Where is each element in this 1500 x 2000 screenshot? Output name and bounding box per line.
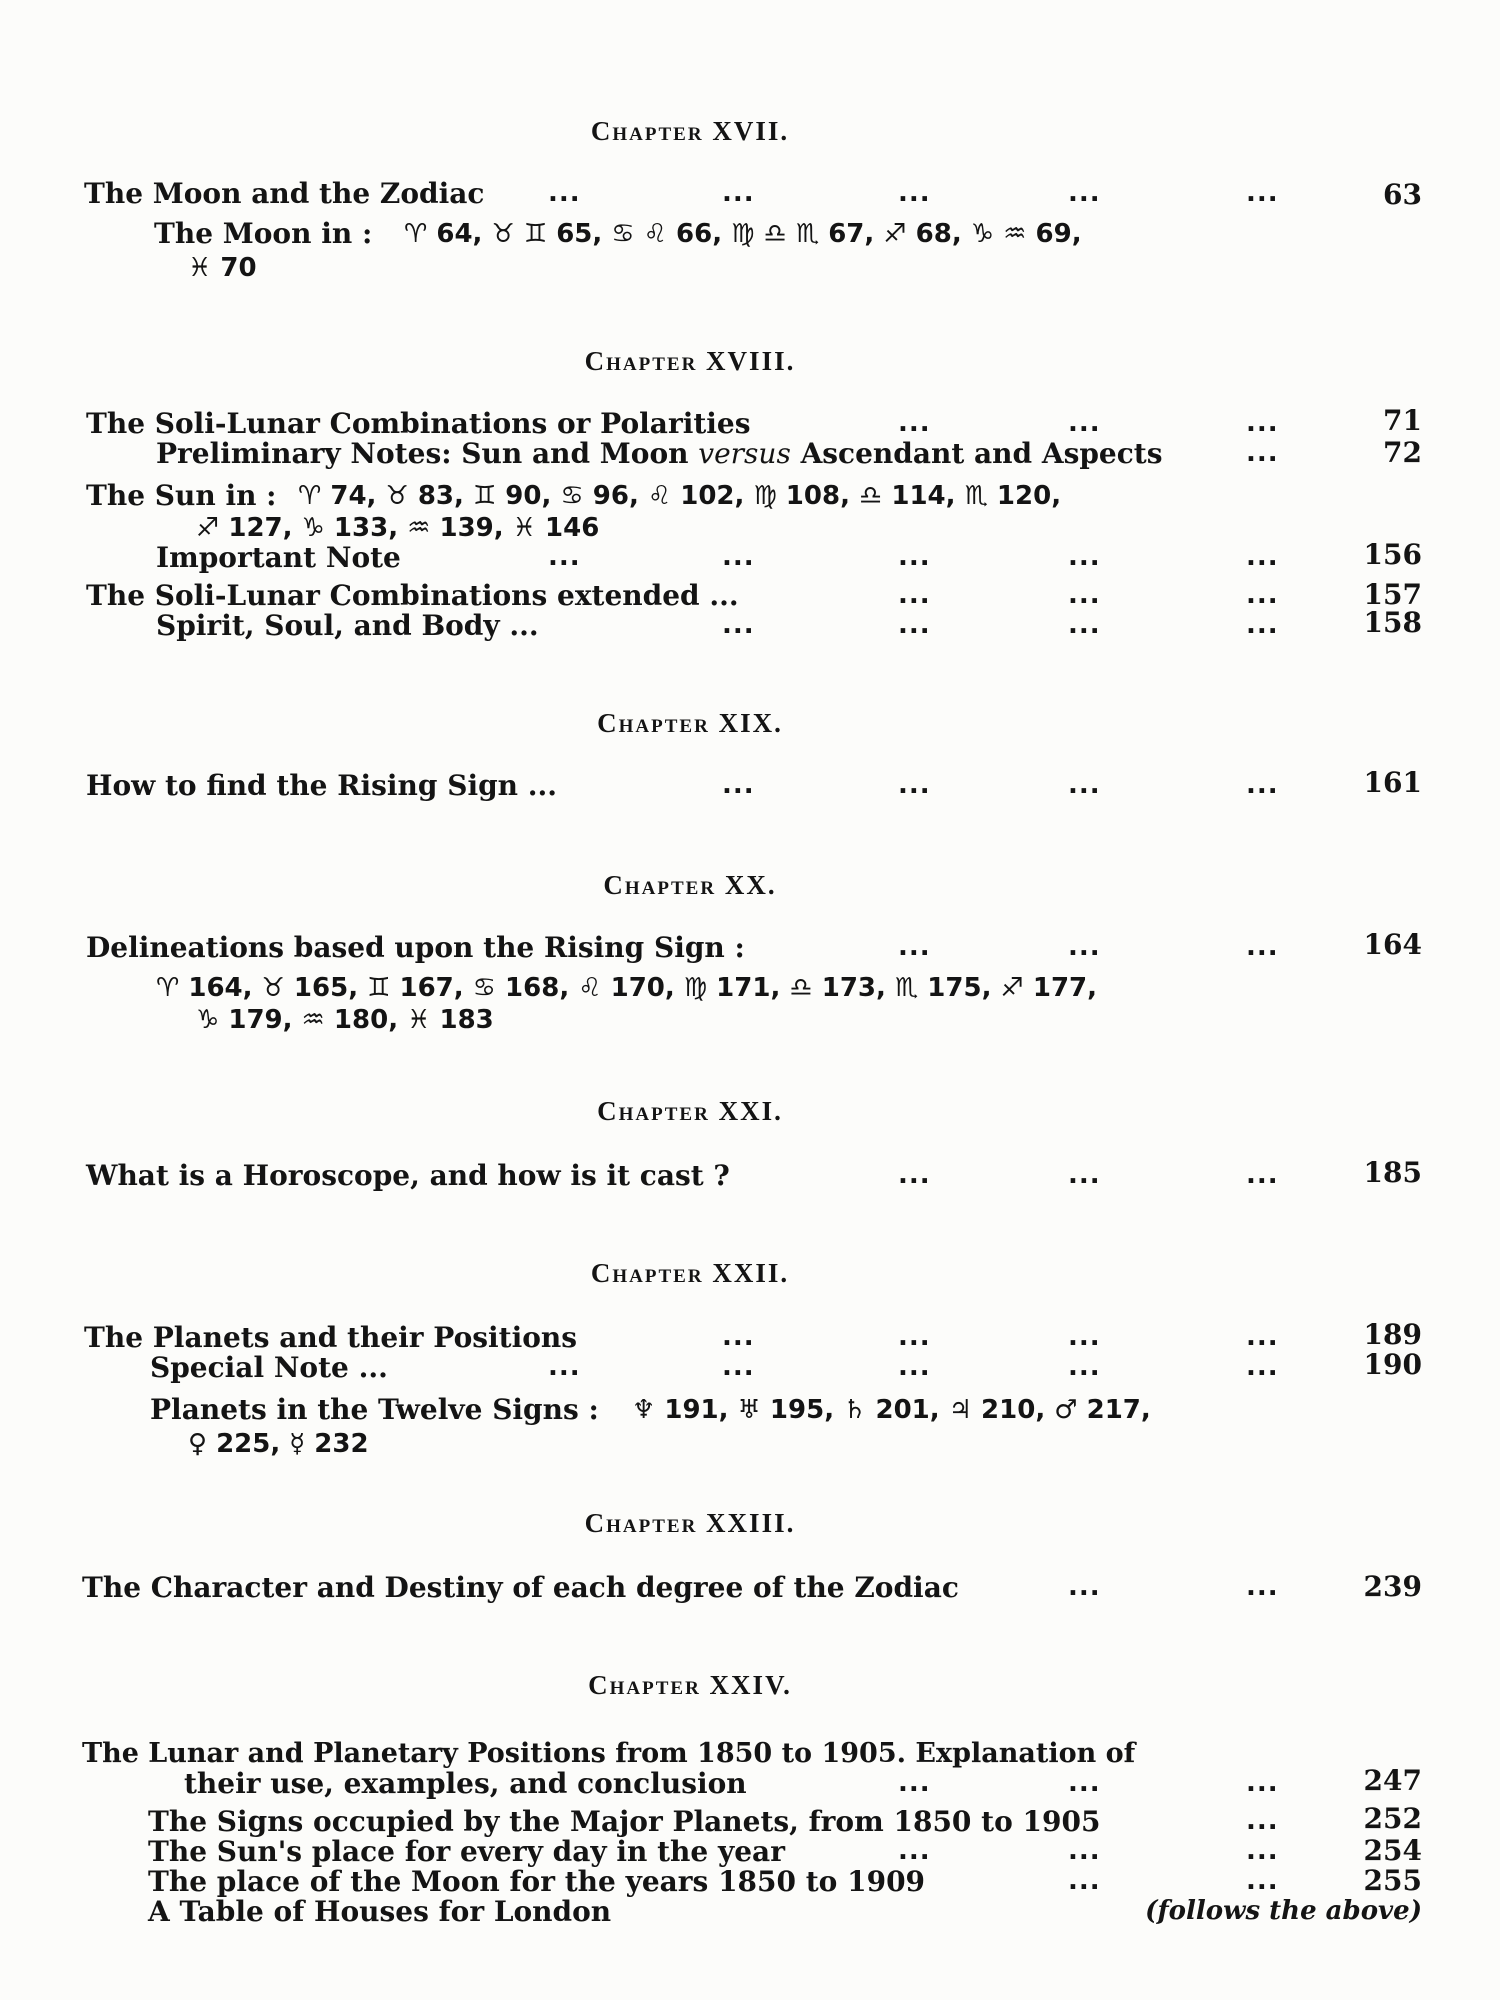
toc-spirit-soul-body: Spirit, Soul, and Body ... [156,609,539,642]
toc-character-destiny: The Character and Destiny of each degree of the Zodiac [82,1571,959,1604]
chapter-xviii-heading: Chapter XVIII. [584,346,796,376]
toc-sun-in-label: The Sun in : [86,479,277,512]
chapter-xxiv-heading: Chapter XXIV. [588,1670,792,1700]
page-number: 190 [1363,1348,1422,1381]
leader-dots: ... [1246,1806,1279,1836]
leader-dots: ... [898,178,931,208]
toc-moon-in-signs-cont: ♓ 70 [188,253,257,283]
page-number: 255 [1363,1864,1422,1897]
leader-dots: ... [1068,408,1101,438]
toc-planets-list: ♆ 191, ♅ 195, ♄ 201, ♃ 210, ♂ 217, [632,1395,1151,1425]
toc-lunar-planetary-positions-cont: their use, examples, and conclusion [184,1767,747,1800]
toc-place-of-moon: The place of the Moon for the years 1850 to 1909 [148,1865,926,1898]
leader-dots: ... [1068,1322,1101,1352]
toc-suns-place: The Sun's place for every day in the year [148,1835,785,1868]
page-number: 247 [1363,1764,1422,1797]
toc-important-note: Important Note [156,541,401,574]
leader-dots: ... [1068,932,1101,962]
toc-sun-in-signs: ♈ 74, ♉ 83, ♊ 90, ♋ 96, ♌ 102, ♍ 108, ♎ 114, ♏ 120, [298,481,1062,511]
leader-dots: ... [1246,580,1279,610]
leader-dots: ... [1246,438,1279,468]
page-number: 252 [1363,1802,1422,1835]
leader-dots: ... [898,1160,931,1190]
leader-dots: ... [1068,1866,1101,1896]
toc-moon-in-label: The Moon in : [154,217,373,250]
page-number: 71 [1383,404,1422,437]
chapter-xix-heading: Chapter XIX. [597,708,783,738]
toc-moon-zodiac: The Moon and the Zodiac [84,177,485,210]
leader-dots: ... [1246,1572,1279,1602]
page-number: 63 [1383,178,1422,211]
leader-dots: ... [1246,1352,1279,1382]
leader-dots: ... [898,770,931,800]
leader-dots: ... [1068,542,1101,572]
page-number: 157 [1363,578,1422,611]
leader-dots: ... [1246,1768,1279,1798]
page-number: 72 [1383,436,1422,469]
leader-dots: ... [722,178,755,208]
leader-dots: ... [1246,1866,1279,1896]
leader-dots: ... [898,542,931,572]
toc-planets-positions: The Planets and their Positions [84,1321,578,1354]
toc-rising-sign: How to find the Rising Sign ... [86,769,558,802]
leader-dots: ... [898,1352,931,1382]
toc-preliminary-notes: Preliminary Notes: Sun and Moon versus Ascendant and Aspects [156,437,1163,470]
leader-dots: ... [1068,1572,1101,1602]
leader-dots: ... [1068,1352,1101,1382]
leader-dots: ... [898,580,931,610]
page-number: 158 [1363,606,1422,639]
leader-dots: ... [722,1322,755,1352]
toc-signs-major-planets: The Signs occupied by the Major Planets, from 1850 to 1905 [148,1805,1101,1838]
page-number: 156 [1363,538,1422,571]
leader-dots: ... [722,610,755,640]
page-number: 189 [1363,1318,1422,1351]
chapter-xvii-heading: Chapter XVII. [590,116,790,146]
leader-dots: ... [548,542,581,572]
leader-dots: ... [722,770,755,800]
page-number: 164 [1363,928,1422,961]
chapter-xxiii-heading: Chapter XXIII. [584,1508,796,1538]
leader-dots: ... [1246,1836,1279,1866]
leader-dots: ... [898,610,931,640]
leader-dots: ... [1246,178,1279,208]
leader-dots: ... [898,1768,931,1798]
leader-dots: ... [1068,610,1101,640]
toc-rising-signs-list-cont: ♑ 179, ♒ 180, ♓ 183 [196,1005,494,1035]
leader-dots: ... [722,1352,755,1382]
leader-dots: ... [1068,178,1101,208]
toc-planets-list-cont: ♀ 225, ☿ 232 [188,1429,369,1459]
toc-delineations: Delineations based upon the Rising Sign : [86,931,745,964]
page-number: 239 [1363,1570,1422,1603]
leader-dots: ... [722,542,755,572]
leader-dots: ... [1068,1160,1101,1190]
leader-dots: ... [1246,770,1279,800]
leader-dots: ... [1246,408,1279,438]
toc-moon-in-signs: ♈ 64, ♉ ♊ 65, ♋ ♌ 66, ♍ ♎ ♏ 67, ♐ 68, ♑ ♒ 69, [404,219,1082,249]
toc-sun-in-signs-cont: ♐ 127, ♑ 133, ♒ 139, ♓ 146 [196,513,600,543]
toc-soli-lunar-extended: The Soli-Lunar Combinations extended ... [86,579,739,612]
toc-lunar-planetary-positions: The Lunar and Planetary Positions from 1850 to 1905. Explanation of [82,1738,1136,1769]
toc-horoscope: What is a Horoscope, and how is it cast ? [86,1159,730,1192]
leader-dots: ... [1068,770,1101,800]
toc-rising-signs-list: ♈ 164, ♉ 165, ♊ 167, ♋ 168, ♌ 170, ♍ 171, ♎ 173, ♏ 175, ♐ 177, [156,973,1098,1003]
page-number: 254 [1363,1834,1422,1867]
chapter-xx-heading: Chapter XX. [603,870,777,900]
chapter-xxii-heading: Chapter XXII. [590,1258,790,1288]
leader-dots: ... [548,178,581,208]
leader-dots: ... [898,1322,931,1352]
leader-dots: ... [1246,1160,1279,1190]
follows-note: (follows the above) [1145,1896,1422,1926]
leader-dots: ... [1068,1836,1101,1866]
page-number: 161 [1363,766,1422,799]
leader-dots: ... [1068,580,1101,610]
leader-dots: ... [1246,1322,1279,1352]
leader-dots: ... [1068,1768,1101,1798]
toc-soli-lunar: The Soli-Lunar Combinations or Polarities [86,407,751,440]
toc-table-of-houses: A Table of Houses for London [148,1895,612,1928]
leader-dots: ... [898,932,931,962]
chapter-xxi-heading: Chapter XXI. [597,1096,783,1126]
toc-planets-twelve-signs: Planets in the Twelve Signs : [150,1393,599,1426]
leader-dots: ... [1246,542,1279,572]
leader-dots: ... [1246,610,1279,640]
leader-dots: ... [1246,932,1279,962]
leader-dots: ... [898,1836,931,1866]
leader-dots: ... [548,1352,581,1382]
leader-dots: ... [898,408,931,438]
toc-special-note: Special Note ... [150,1351,388,1384]
page-number: 185 [1363,1156,1422,1189]
